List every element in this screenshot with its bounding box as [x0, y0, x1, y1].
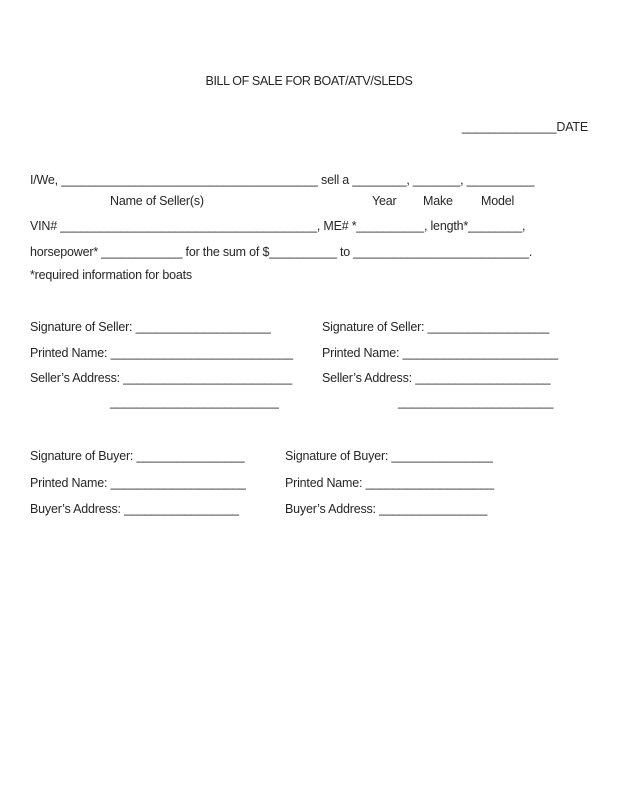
price-line: horsepower* ____________ for the sum of $__________ to __________________________.: [30, 245, 533, 259]
seller-vehicle-line: I/We, ______________________________________ sell a ________, _______, __________: [30, 173, 535, 187]
name-of-sellers-label: Name of Seller(s): [110, 194, 204, 208]
seller-printed-name-line-left: Printed Name: ___________________________: [30, 346, 293, 360]
buyer-signature-line-left: Signature of Buyer: ________________: [30, 449, 245, 463]
seller-address-line2-left: _________________________: [110, 395, 279, 409]
vin-line: VIN# ______________________________________, ME# *__________, length*________,: [30, 219, 526, 233]
year-label: Year: [372, 194, 397, 208]
buyer-printed-name-line-left: Printed Name: ____________________: [30, 476, 246, 490]
seller-address-line-left: Seller’s Address: _________________________: [30, 371, 293, 385]
buyer-address-line-left: Buyer’s Address: _________________: [30, 502, 239, 516]
date-blank-line: ______________DATE: [461, 120, 588, 134]
buyer-printed-name-line-right: Printed Name: ___________________: [285, 476, 494, 490]
buyer-signature-line-right: Signature of Buyer: _______________: [285, 449, 493, 463]
seller-address-line-right: Seller’s Address: ____________________: [322, 371, 551, 385]
buyer-address-line-right: Buyer’s Address: ________________: [285, 502, 488, 516]
model-label: Model: [481, 194, 515, 208]
document-title: BILL OF SALE FOR BOAT/ATV/SLEDS: [205, 74, 413, 88]
boats-footnote: *required information for boats: [30, 268, 192, 282]
seller-signature-line-right: Signature of Seller: __________________: [322, 320, 550, 334]
make-label: Make: [423, 194, 453, 208]
seller-printed-name-line-right: Printed Name: _______________________: [322, 346, 558, 360]
seller-signature-line-left: Signature of Seller: ____________________: [30, 320, 271, 334]
seller-address-line2-right: _______________________: [398, 395, 554, 409]
